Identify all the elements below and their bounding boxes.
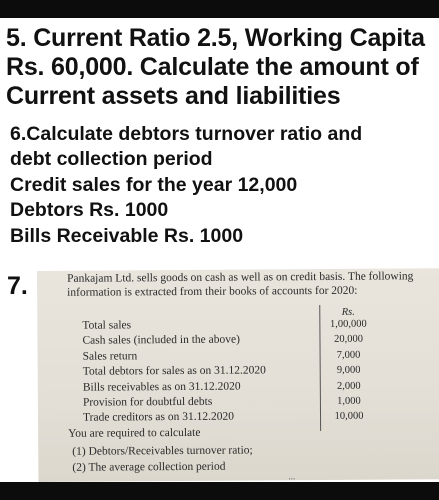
- question-7-item: (1) Debtors/Receivables turnover ratio;: [72, 444, 253, 458]
- row-value: 1,000: [337, 395, 361, 407]
- question-7-item: (2) The average collection period: [72, 460, 226, 474]
- question-5-line: Rs. 60,000. Calculate the amount of: [6, 53, 419, 81]
- cut-off-text: ...: [288, 471, 296, 482]
- row-label: Total sales: [82, 319, 132, 332]
- row-label: Bills receivables as on 31.12.2020: [82, 380, 241, 394]
- row-value: 20,000: [334, 334, 363, 346]
- question-6-line: Bills Receivable Rs. 1000: [10, 224, 244, 247]
- intro-line: Pankajam Ltd. sells goods on cash as well as on credit basis. The following: [67, 270, 414, 285]
- row-label: Total debtors for sales as on 31.12.2020: [82, 364, 266, 378]
- question-5-line: 5. Current Ratio 2.5, Working Capita: [6, 24, 425, 52]
- row-value: 2,000: [336, 380, 361, 392]
- amount-unit-header: Rs.: [341, 306, 355, 318]
- question-5: [6, 24, 439, 111]
- question-5-line: Current assets and liabilities: [6, 82, 341, 110]
- row-value: 9,000: [336, 364, 361, 377]
- question-6-line: Debtors Rs. 1000: [10, 199, 169, 222]
- row-value: 10,000: [334, 411, 364, 423]
- table-row: [83, 409, 383, 426]
- row-value: 7,000: [336, 349, 361, 361]
- question-6: [10, 122, 439, 249]
- data-table: [82, 317, 383, 427]
- question-7-number: 7.: [7, 272, 28, 300]
- row-label: Trade creditors as on 31.12.2020: [82, 410, 235, 425]
- question-7-textbook-photo: [37, 268, 439, 482]
- top-black-bar: [0, 0, 439, 18]
- bottom-black-bar: [0, 482, 439, 500]
- question-6-line: Credit sales for the year 12,000: [10, 173, 298, 196]
- row-value: 1,00,000: [329, 318, 367, 330]
- question-6-line: debt collection period: [10, 148, 213, 171]
- question-7-instruction: You are required to calculate: [68, 426, 201, 440]
- question-7-items: [72, 442, 253, 475]
- row-label: Provision for doubtful debts: [82, 395, 213, 409]
- intro-line: information is extracted from their books of accounts for 2020:: [67, 284, 358, 299]
- row-label: Sales return: [82, 350, 138, 363]
- question-6-line: 6.Calculate debtors turnover ratio and: [10, 123, 363, 145]
- row-label: Cash sales (included in the above): [82, 333, 240, 348]
- question-7-intro: [67, 269, 439, 300]
